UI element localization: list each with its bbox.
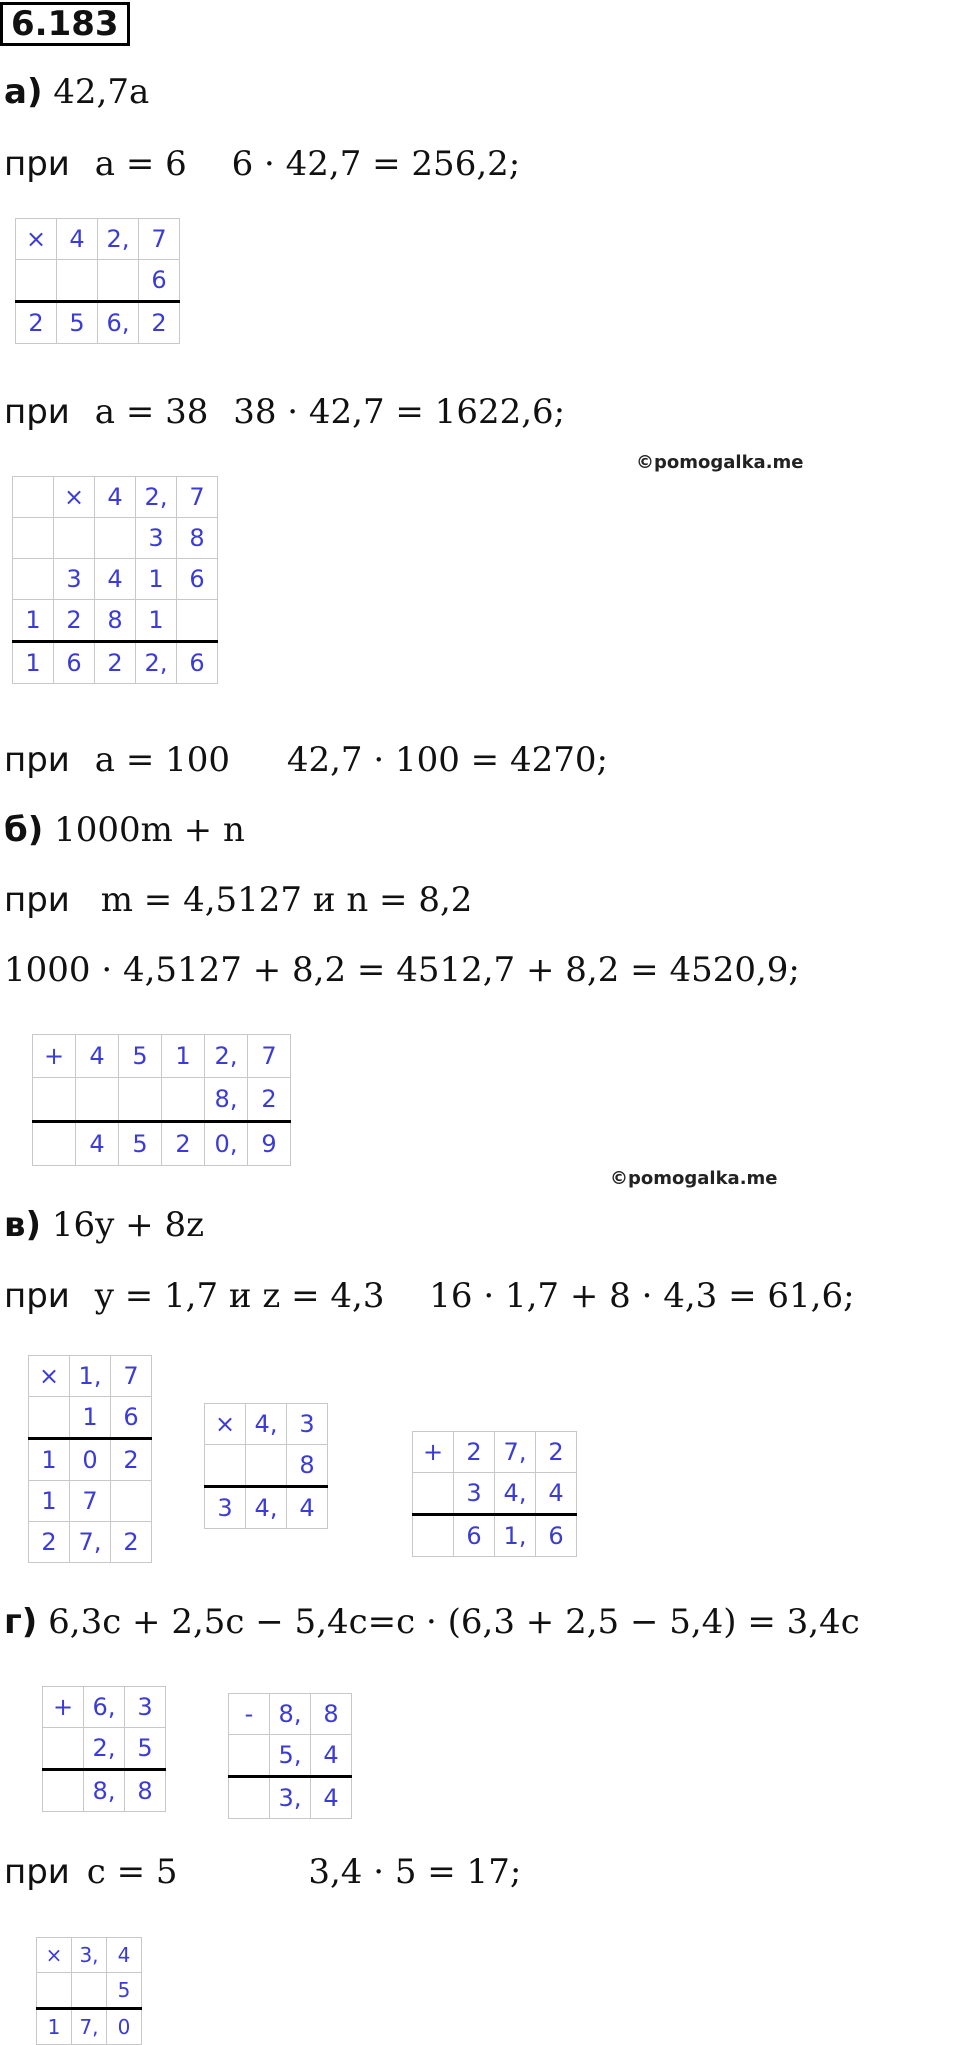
- grid-cell: 4: [57, 219, 98, 260]
- grid-cell: 2: [16, 302, 57, 344]
- grid-row: [229, 1694, 352, 1735]
- grid-row: [37, 2009, 142, 2045]
- grid-cell: 8: [125, 1770, 166, 1812]
- grid-cell: 2: [454, 1432, 495, 1473]
- grid-cell: 6,: [98, 302, 139, 344]
- grid-cell: 8,: [84, 1770, 125, 1812]
- grid-row: [413, 1432, 577, 1473]
- grid-cell: [111, 1481, 152, 1522]
- grid-cell: 7: [177, 477, 218, 518]
- grid-row: [229, 1735, 352, 1777]
- grid-cell: 4,: [495, 1473, 536, 1515]
- grid-row: [33, 1078, 291, 1122]
- grid-row: [16, 260, 180, 302]
- grid-cell: ×: [16, 219, 57, 260]
- grid-cell: 2,: [136, 477, 177, 518]
- grid-cell: [16, 260, 57, 302]
- grid-cell: [33, 1122, 76, 1166]
- grid-cell: 1,: [495, 1515, 536, 1557]
- grid-cell: 2,: [98, 219, 139, 260]
- grid-cell: [37, 1973, 72, 2009]
- grid-v3: [412, 1431, 577, 1557]
- grid-cell: 6: [454, 1515, 495, 1557]
- grid-a2: [12, 476, 218, 684]
- grid-cell: [54, 518, 95, 559]
- grid-cell: 8: [95, 600, 136, 642]
- grid-g2: [228, 1693, 352, 1819]
- part-a-case3-cond: a = 100: [94, 740, 231, 780]
- grid-cell: 1: [13, 600, 54, 642]
- grid-cell: 0,: [205, 1122, 248, 1166]
- part-b-condition: [4, 880, 472, 920]
- grid-row: [43, 1770, 166, 1812]
- grid-row: [413, 1473, 577, 1515]
- grid-cell: 4,: [246, 1404, 287, 1445]
- grid-cell: 3: [287, 1404, 328, 1445]
- grid-cell: +: [33, 1035, 76, 1078]
- grid-g1: [42, 1686, 166, 1812]
- grid-cell: 7,: [72, 2009, 107, 2045]
- part-a-case1-calc: 6 · 42,7 = 256,2;: [231, 144, 521, 184]
- part-g-expression: 6,3c + 2,5c − 5,4c=c · (6,3 + 2,5 − 5,4) = 3,4c: [48, 1602, 860, 1642]
- grid-cell: 1: [162, 1035, 205, 1078]
- grid-row: [29, 1439, 152, 1481]
- grid-cell: 1: [29, 1481, 70, 1522]
- grid-cell: 2: [111, 1522, 152, 1563]
- part-b-heading: [4, 810, 245, 850]
- part-g-condition: [4, 1852, 521, 1892]
- problem-number: 6.183: [0, 2, 130, 46]
- part-a-case3-pri: при: [4, 740, 70, 780]
- grid-cell: 2,: [205, 1035, 248, 1078]
- grid-cell: 3: [205, 1487, 246, 1529]
- part-b-pri: при: [4, 880, 70, 920]
- grid-cell: 7: [111, 1356, 152, 1397]
- part-a-case2-pri: при: [4, 392, 70, 432]
- grid-cell: 2: [95, 642, 136, 684]
- part-b-expression: 1000m + n: [54, 810, 245, 850]
- grid-cell: 7: [139, 219, 180, 260]
- grid-row: [29, 1481, 152, 1522]
- watermark-2: ©pomogalka.me: [610, 1168, 778, 1189]
- part-a-case1-pri: при: [4, 144, 70, 184]
- grid-cell: ×: [37, 1938, 72, 1973]
- grid-a1: [15, 218, 180, 344]
- grid-cell: 1: [70, 1397, 111, 1439]
- grid-cell: [43, 1770, 84, 1812]
- grid-row: [29, 1356, 152, 1397]
- grid-cell: 4: [76, 1122, 119, 1166]
- grid-cell: +: [413, 1432, 454, 1473]
- grid-cell: 2: [162, 1122, 205, 1166]
- grid-cell: [205, 1445, 246, 1487]
- grid-cell: 2: [536, 1432, 577, 1473]
- grid-row: [43, 1728, 166, 1770]
- grid-row: [33, 1122, 291, 1166]
- grid-row: [29, 1397, 152, 1439]
- grid-cell: ×: [205, 1404, 246, 1445]
- grid-cell: 5: [57, 302, 98, 344]
- grid-row: [37, 1938, 142, 1973]
- part-g-label: г): [4, 1602, 38, 1642]
- grid-cell: 3: [125, 1687, 166, 1728]
- grid-cell: -: [229, 1694, 270, 1735]
- grid-cell: 4,: [246, 1487, 287, 1529]
- part-a-case2: [4, 392, 565, 432]
- grid-cell: ×: [54, 477, 95, 518]
- grid-cell: 6: [177, 642, 218, 684]
- grid-row: [13, 600, 218, 642]
- grid-cell: 7,: [70, 1522, 111, 1563]
- grid-cell: [33, 1078, 76, 1122]
- grid-cell: [119, 1078, 162, 1122]
- grid-cell: [229, 1735, 270, 1777]
- part-a-case3: [4, 740, 608, 780]
- watermark-1: ©pomogalka.me: [636, 452, 804, 473]
- grid-cell: 8,: [205, 1078, 248, 1122]
- grid-cell: 6,: [84, 1687, 125, 1728]
- grid-cell: 5,: [270, 1735, 311, 1777]
- grid-cell: 7: [70, 1481, 111, 1522]
- grid-row: [16, 219, 180, 260]
- grid-cell: 6: [139, 260, 180, 302]
- grid-row: [205, 1487, 328, 1529]
- part-v-cond: y = 1,7 и z = 4,3: [94, 1276, 385, 1316]
- grid-cell: 4: [311, 1735, 352, 1777]
- grid-cell: 2: [29, 1522, 70, 1563]
- part-a-case2-calc: 38 · 42,7 = 1622,6;: [233, 392, 566, 432]
- grid-cell: 6: [111, 1397, 152, 1439]
- grid-cell: +: [43, 1687, 84, 1728]
- grid-cell: 8,: [270, 1694, 311, 1735]
- grid-cell: 8: [177, 518, 218, 559]
- grid-cell: 5: [125, 1728, 166, 1770]
- grid-row: [13, 559, 218, 600]
- grid-cell: 5: [107, 1973, 142, 2009]
- grid-cell: [98, 260, 139, 302]
- part-b-label: б): [4, 810, 44, 850]
- part-a-expression: 42,7a: [53, 72, 150, 112]
- grid-row: [413, 1515, 577, 1557]
- grid-cell: 3: [54, 559, 95, 600]
- grid-b: [32, 1034, 291, 1166]
- part-b-calculation: 1000 · 4,5127 + 8,2 = 4512,7 + 8,2 = 4520,9;: [4, 950, 800, 990]
- grid-cell: 0: [107, 2009, 142, 2045]
- grid-cell: 6: [177, 559, 218, 600]
- grid-row: [13, 518, 218, 559]
- grid-cell: [95, 518, 136, 559]
- grid-cell: 6: [536, 1515, 577, 1557]
- grid-cell: 1,: [70, 1356, 111, 1397]
- grid-row: [29, 1522, 152, 1563]
- grid-row: [16, 302, 180, 344]
- grid-cell: 1: [37, 2009, 72, 2045]
- grid-cell: 2,: [136, 642, 177, 684]
- part-a-case1-cond: a = 6: [94, 144, 187, 184]
- part-a-case1: [4, 144, 520, 184]
- grid-cell: [413, 1515, 454, 1557]
- grid-cell: 2: [139, 302, 180, 344]
- part-v-condition: [4, 1276, 855, 1316]
- grid-g3: [36, 1937, 142, 2045]
- grid-row: [33, 1035, 291, 1078]
- grid-cell: [43, 1728, 84, 1770]
- grid-row: [43, 1687, 166, 1728]
- part-v-heading: [4, 1205, 204, 1245]
- grid-cell: 4: [311, 1777, 352, 1819]
- grid-cell: 1: [136, 559, 177, 600]
- grid-cell: 5: [119, 1035, 162, 1078]
- part-a-heading: [4, 72, 149, 112]
- part-v-label: в): [4, 1205, 42, 1245]
- grid-cell: ×: [29, 1356, 70, 1397]
- part-a-case3-calc: 42,7 · 100 = 4270;: [286, 740, 608, 780]
- part-a-label: а): [4, 72, 43, 112]
- grid-cell: 3,: [270, 1777, 311, 1819]
- grid-cell: [162, 1078, 205, 1122]
- grid-cell: 8: [311, 1694, 352, 1735]
- grid-cell: 7,: [495, 1432, 536, 1473]
- grid-cell: [229, 1777, 270, 1819]
- grid-cell: [29, 1397, 70, 1439]
- grid-cell: 4: [95, 477, 136, 518]
- grid-cell: [76, 1078, 119, 1122]
- grid-cell: [72, 1973, 107, 2009]
- grid-v1: [28, 1355, 152, 1563]
- grid-cell: [57, 260, 98, 302]
- grid-cell: 1: [13, 642, 54, 684]
- grid-cell: 2: [111, 1439, 152, 1481]
- grid-cell: 5: [119, 1122, 162, 1166]
- grid-v2: [204, 1403, 328, 1529]
- grid-cell: 1: [29, 1439, 70, 1481]
- part-g-pri: при: [4, 1852, 70, 1892]
- part-g-calc: 3,4 · 5 = 17;: [308, 1852, 522, 1892]
- grid-cell: 8: [287, 1445, 328, 1487]
- grid-cell: 4: [107, 1938, 142, 1973]
- grid-cell: [13, 477, 54, 518]
- grid-cell: [246, 1445, 287, 1487]
- grid-row: [37, 1973, 142, 2009]
- grid-cell: 4: [536, 1473, 577, 1515]
- part-a-case2-cond: a = 38: [94, 392, 209, 432]
- grid-cell: 1: [136, 600, 177, 642]
- grid-cell: 7: [248, 1035, 291, 1078]
- grid-cell: [13, 518, 54, 559]
- grid-cell: 2: [54, 600, 95, 642]
- part-g-cond: c = 5: [86, 1852, 178, 1892]
- part-v-calc: 16 · 1,7 + 8 · 4,3 = 61,6;: [429, 1276, 855, 1316]
- grid-cell: 6: [54, 642, 95, 684]
- grid-cell: [177, 600, 218, 642]
- part-g-heading: [4, 1602, 860, 1642]
- grid-cell: [13, 559, 54, 600]
- grid-row: [205, 1404, 328, 1445]
- grid-cell: 3,: [72, 1938, 107, 1973]
- grid-cell: 4: [76, 1035, 119, 1078]
- grid-row: [13, 477, 218, 518]
- part-b-cond: m = 4,5127 и n = 8,2: [100, 880, 473, 920]
- grid-cell: 9: [248, 1122, 291, 1166]
- grid-cell: 2,: [84, 1728, 125, 1770]
- part-v-pri: при: [4, 1276, 70, 1316]
- grid-cell: 4: [95, 559, 136, 600]
- grid-cell: 4: [287, 1487, 328, 1529]
- grid-row: [229, 1777, 352, 1819]
- grid-row: [13, 642, 218, 684]
- part-v-expression: 16y + 8z: [51, 1205, 204, 1245]
- grid-cell: 3: [454, 1473, 495, 1515]
- grid-cell: [413, 1473, 454, 1515]
- grid-cell: 3: [136, 518, 177, 559]
- grid-cell: 0: [70, 1439, 111, 1481]
- grid-cell: 2: [248, 1078, 291, 1122]
- grid-row: [205, 1445, 328, 1487]
